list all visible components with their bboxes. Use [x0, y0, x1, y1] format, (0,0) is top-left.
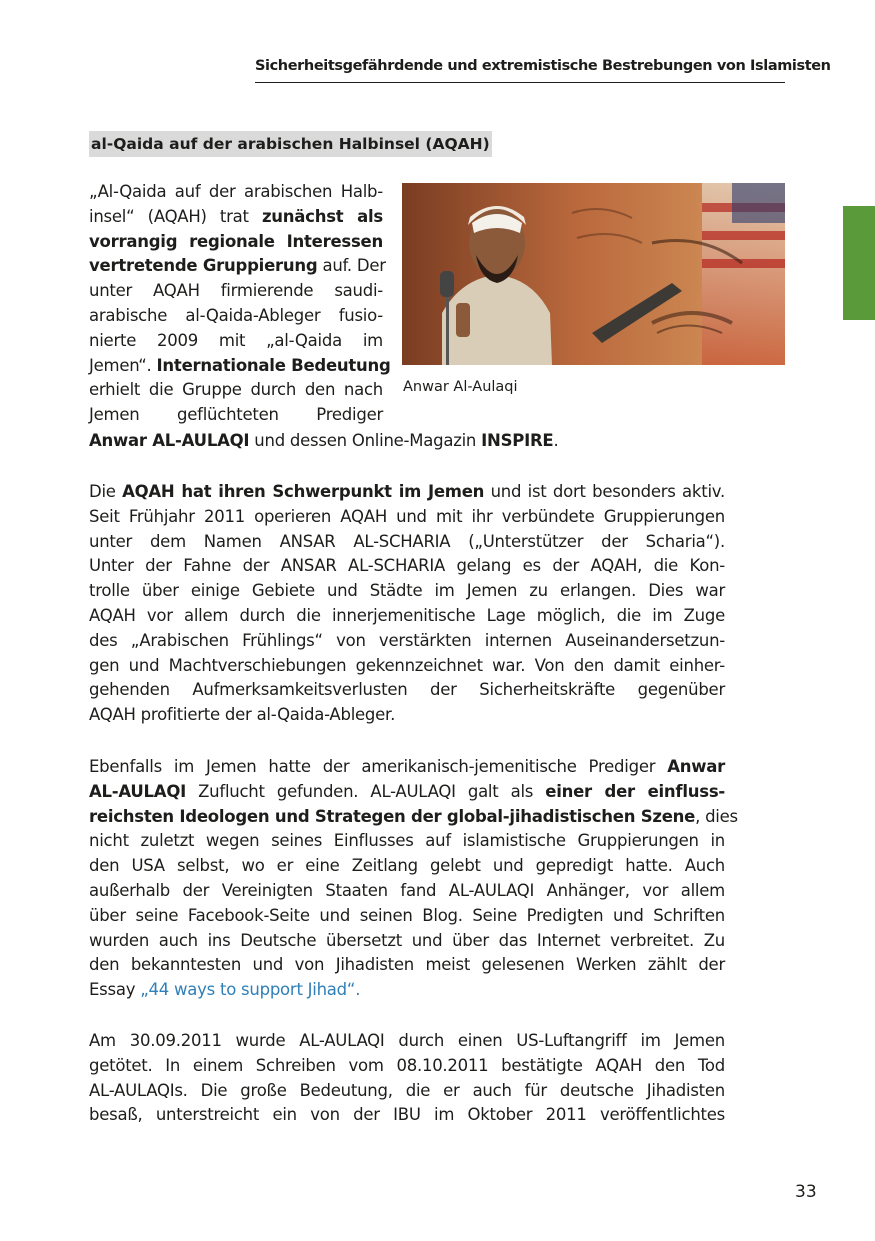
page-number: 33 [795, 1182, 817, 1202]
text-line: AL-AULAQI Zuflucht gefunden. AL-AULAQI galt als einer der einfluss- [89, 781, 725, 801]
text-line: AQAH vor allem durch die innerjemenitische Lage möglich, die im Zuge [89, 605, 725, 625]
text-line: den bekanntesten und von Jihadisten meist gelesenen Werken zählt der [89, 955, 725, 975]
text-line: Jemen“. Internationale Bedeutung [89, 355, 391, 375]
text-line: Unter der Fahne der ANSAR AL-SCHARIA gelang es der AQAH, die Kon- [89, 556, 725, 576]
text-line: nicht zuletzt wegen seines Einflusses auf islamistische Gruppierungen in [89, 831, 725, 851]
text-line: erhielt die Gruppe durch den nach [89, 380, 383, 400]
text-line: nierte 2009 mit „al-Qaida im [89, 330, 383, 350]
text-line: arabische al-Qaida-Ableger fusio- [89, 305, 383, 325]
text-line: insel“ (AQAH) trat zunächst als [89, 206, 383, 226]
text-line: des „Arabischen Frühlings“ von verstärkten internen Auseinandersetzun- [89, 630, 725, 650]
text-line: Ebenfalls im Jemen hatte der amerikanisch-jemenitische Prediger Anwar [89, 757, 725, 776]
text-line: Die AQAH hat ihren Schwerpunkt im Jemen und ist dort besonders aktiv. [89, 482, 726, 501]
text-line: Seit Frühjahr 2011 operieren AQAH und mit ihr verbündete Gruppierungen [89, 506, 725, 526]
text-line: vorrangig regionale Interessen [89, 231, 383, 251]
text-line: besaß, unterstreicht ein von der IBU im Oktober 2011 veröffentlichtes [89, 1105, 725, 1125]
text-line: unter dem Namen ANSAR AL-SCHARIA („Unterstützer der Scharia“). [89, 531, 725, 551]
paragraph-al-aulaqi [89, 755, 738, 1003]
chapter-side-tab [843, 206, 875, 320]
text-line: reichsten Ideologen und Strategen der global-jihadistischen Szene, dies [89, 806, 738, 826]
text-line: Am 30.09.2011 wurde AL-AULAQI durch einen US-Luftangriff im Jemen [89, 1031, 725, 1050]
text-line: AQAH profitierte der al-Qaida-Ableger. [89, 705, 396, 725]
header-rule [255, 82, 785, 83]
text-line: Essay „44 ways to support Jihad“. [89, 980, 361, 1000]
intro-last-line: Anwar AL-AULAQI und dessen Online-Magazin INSPIRE. [89, 431, 559, 450]
intro-paragraph [89, 180, 391, 428]
text-line: gen und Machtverschiebungen gekennzeichnet war. Von den damit einher- [89, 655, 725, 675]
photo-illustration [402, 183, 785, 365]
text-line: trolle über einige Gebiete und Städte im Jemen zu erlangen. Dies war [89, 581, 725, 601]
essay-link[interactable]: „44 ways to support Jihad“. [140, 980, 361, 1000]
running-header: Sicherheitsgefährdende und extremistische Bestrebungen von Islamisten [255, 58, 831, 74]
text-line: Jemen geflüchteten Prediger [89, 405, 383, 425]
text-line: „Al-Qaida auf der arabischen Halb- [89, 182, 383, 201]
figure-caption: Anwar Al-Aulaqi [403, 379, 518, 395]
text-line: vertretende Gruppierung auf. Der [89, 256, 386, 276]
text-line: wurden auch ins Deutsche übersetzt und über das Internet verbreitet. Zu [89, 930, 725, 950]
text-line: unter AQAH firmierende saudi- [89, 281, 383, 301]
text-line: außerhalb der Vereinigten Staaten fand AL-AULAQI Anhänger, vor allem [89, 880, 725, 900]
text-line: über seine Facebook-Seite und seinen Blog. Seine Predigten und Schriften [89, 905, 725, 925]
portrait-photo [402, 183, 785, 365]
section-heading: al-Qaida auf der arabischen Halbinsel (AQAH) [89, 131, 492, 157]
paragraph-aqah-jemen [89, 480, 725, 728]
text-line: den USA selbst, wo er eine Zeitlang gelebt und gepredigt hatte. Auch [89, 856, 725, 876]
text-line: gehenden Aufmerksamkeitsverlusten der Sicherheitskräfte gegenüber [89, 680, 725, 700]
text-line: getötet. In einem Schreiben vom 08.10.2011 bestätigte AQAH den Tod [89, 1055, 725, 1075]
paragraph-death [89, 1029, 725, 1128]
text-line: AL-AULAQIs. Die große Bedeutung, die er auch für deutsche Jihadisten [89, 1080, 725, 1100]
